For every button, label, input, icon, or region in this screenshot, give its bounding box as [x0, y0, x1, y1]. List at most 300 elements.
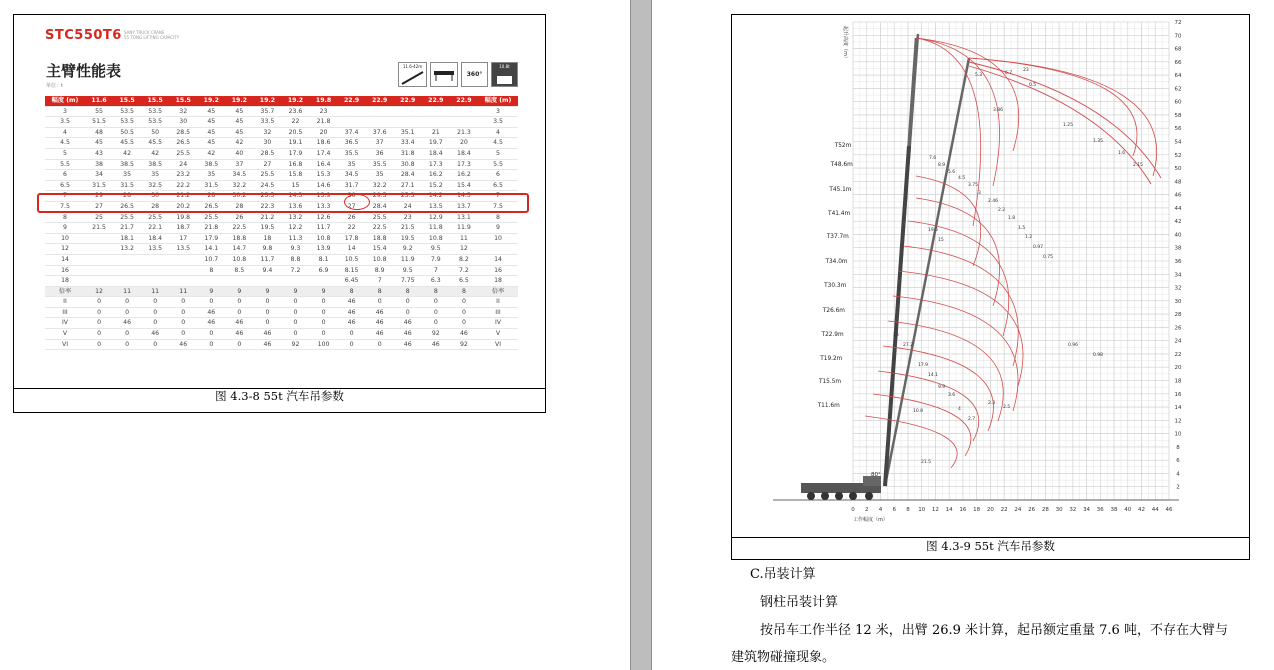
table-cell: 9: [310, 286, 338, 297]
load-value-label: 2.15: [1133, 163, 1144, 168]
table-cell: 18.8: [225, 233, 253, 244]
table-cell: 7.75: [394, 276, 422, 287]
table-cell: 24: [394, 201, 422, 212]
table-cell: 0: [422, 297, 450, 308]
truck-wheel: [849, 492, 857, 500]
table-cell: 18.8: [366, 233, 394, 244]
table-cell: 13.9: [310, 244, 338, 255]
table-cell: 0: [394, 297, 422, 308]
table-cell: 14.1: [197, 244, 225, 255]
table-cell: 19.7: [422, 138, 450, 149]
counterweight-label: 10.8t: [499, 64, 510, 69]
table-cell: 46: [141, 329, 169, 340]
table-cell: 9.8: [253, 244, 281, 255]
table-cell: 53.5: [113, 106, 141, 117]
table-cell: 28: [197, 191, 225, 202]
table-cell: 0: [113, 339, 141, 350]
table-cell: 30: [141, 191, 169, 202]
y-tick-label: 56: [1174, 126, 1182, 133]
table-cell: 30: [169, 117, 197, 128]
table-cell: [338, 106, 366, 117]
y-tick-label: 48: [1174, 179, 1182, 186]
table-cell: [450, 117, 478, 128]
y-tick-label: 40: [1174, 232, 1182, 239]
y-tick-label: 4: [1176, 471, 1180, 478]
table-cell: 37: [366, 138, 394, 149]
boom-length-label: T11.6m: [817, 403, 840, 409]
table-cell: [85, 265, 113, 276]
table-cell: 25.3: [394, 191, 422, 202]
table-cell: 37: [225, 159, 253, 170]
table-cell: 0: [338, 329, 366, 340]
table-cell: 35: [366, 170, 394, 181]
load-value-label: 1.6: [1118, 151, 1126, 156]
table-cell: [113, 265, 141, 276]
table-cell: 7: [45, 191, 85, 202]
table-cell: 25: [85, 212, 113, 223]
table-cell: 31.8: [394, 148, 422, 159]
table-cell: 17.8: [338, 233, 366, 244]
table-cell: 45.5: [141, 138, 169, 149]
table-cell: 9.2: [394, 244, 422, 255]
table-cell: 20.5: [281, 127, 309, 138]
table-row: [45, 329, 518, 340]
x-tick-label: 4: [878, 507, 883, 513]
table-cell: 12: [450, 244, 478, 255]
table-cell: 3: [45, 106, 85, 117]
load-value-label: 5.3: [975, 73, 983, 78]
table-cell: 31.5: [85, 180, 113, 191]
table-cell: 32.5: [141, 180, 169, 191]
table-cell: 19.1: [281, 138, 309, 149]
table-cell: 3.5: [478, 117, 518, 128]
table-row: [45, 265, 518, 276]
x-tick-label: 16: [959, 507, 967, 513]
table-row: [45, 276, 518, 287]
y-tick-label: 60: [1174, 99, 1182, 106]
x-tick-label: 24: [1014, 507, 1022, 513]
table-cell: 17.3: [450, 159, 478, 170]
table-cell: 8.8: [281, 254, 309, 265]
x-tick-label: 12: [931, 507, 939, 513]
table-cell: 4.5: [478, 138, 518, 149]
table-cell: 6.5: [450, 276, 478, 287]
table-cell: 0: [85, 307, 113, 318]
counterweight-icon: [491, 62, 518, 87]
table-cell: 6.45: [338, 276, 366, 287]
load-value-label: 2.5: [1003, 405, 1011, 410]
table-cell: 13.3: [310, 201, 338, 212]
table-cell: 0: [141, 318, 169, 329]
load-value-label: 0.97: [1033, 245, 1044, 250]
table-cell: 15.8: [281, 170, 309, 181]
table-cell: 21.5: [85, 223, 113, 234]
load-value-label: 7.6: [929, 156, 937, 161]
y-tick-label: 36: [1174, 259, 1182, 265]
table-cell: [85, 254, 113, 265]
table-row: [45, 286, 518, 297]
header-cell: 22.9: [394, 96, 422, 106]
load-value-label: 4.5: [958, 176, 966, 181]
table-cell: 17.9: [197, 233, 225, 244]
table-cell: 32.2: [366, 180, 394, 191]
table-cell: 35: [197, 170, 225, 181]
table-cell: 45: [225, 117, 253, 128]
table-cell: [85, 233, 113, 244]
x-tick-label: 40: [1124, 507, 1132, 513]
table-cell: 11: [113, 286, 141, 297]
table-cell: IV: [45, 318, 85, 329]
table-cell: 11: [169, 286, 197, 297]
table-cell: 0: [310, 297, 338, 308]
load-value-label: 14.1: [928, 373, 939, 378]
table-cell: 0: [113, 307, 141, 318]
table-cell: 18: [45, 276, 85, 287]
x-tick-label: 8: [906, 507, 910, 513]
table-cell: 11.7: [310, 223, 338, 234]
table-cell: 34.5: [338, 170, 366, 181]
boom-length-label: T22.9m: [821, 332, 844, 338]
table-row: [45, 127, 518, 138]
table-cell: 42: [113, 148, 141, 159]
table-cell: 9.4: [253, 265, 281, 276]
table-cell: 8.9: [366, 265, 394, 276]
highlight-cell-ellipse: [344, 194, 370, 210]
table-cell: 9: [253, 286, 281, 297]
y-tick-label: 10: [1174, 431, 1182, 438]
page-edge-right: [651, 0, 652, 670]
load-value-label: 17.9: [918, 363, 929, 368]
boom-angle-label: 80°: [871, 472, 881, 478]
table-cell: 25.5: [169, 148, 197, 159]
table-cell: 12.9: [422, 212, 450, 223]
table-cell: 13.2: [281, 212, 309, 223]
table-row: [45, 254, 518, 265]
table-cell: 21.8: [197, 223, 225, 234]
load-value-label: 15: [938, 238, 944, 243]
table-cell: 0: [281, 297, 309, 308]
load-value-label: 0.98: [1093, 353, 1104, 358]
y-tick-label: 18: [1174, 378, 1182, 385]
brand-sub-line-2: 55 TONG LIFTING CAPACITY: [124, 35, 180, 40]
table-cell: 16.2: [422, 170, 450, 181]
table-cell: 32: [169, 106, 197, 117]
table-cell: 46: [338, 297, 366, 308]
table-cell: 0: [366, 297, 394, 308]
table-cell: 3.5: [45, 117, 85, 128]
header-cell: 19.2: [197, 96, 225, 106]
x-tick-label: 38: [1110, 507, 1118, 513]
load-value-label: 1.25: [1063, 123, 1074, 128]
table-cell: 0: [253, 307, 281, 318]
load-value-label: 1.5: [1018, 226, 1026, 231]
y-tick-label: 14: [1174, 405, 1182, 412]
table-cell: 6.9: [310, 265, 338, 276]
table-cell: II: [478, 297, 518, 308]
table-cell: 14.2: [422, 191, 450, 202]
table-cell: 12.6: [310, 212, 338, 223]
x-tick-label: 42: [1138, 507, 1146, 513]
load-value-label: 2.3: [988, 401, 996, 406]
table-cell: 11.9: [450, 223, 478, 234]
table-cell: 11: [141, 286, 169, 297]
table-cell: 36: [366, 148, 394, 159]
table-cell: 22.3: [253, 201, 281, 212]
table-cell: 13.7: [450, 201, 478, 212]
table-cell: 8: [450, 286, 478, 297]
table-cell: 46: [394, 339, 422, 350]
table-cell: 8: [394, 286, 422, 297]
y-tick-label: 30: [1174, 298, 1182, 305]
table-cell: 0: [310, 329, 338, 340]
table-row: [45, 297, 518, 308]
x-tick-label: 14: [945, 507, 953, 513]
table-cell: 35.5: [366, 159, 394, 170]
table-cell: 21.3: [450, 127, 478, 138]
table-cell: [169, 254, 197, 265]
load-value-label: 27.2: [903, 343, 914, 348]
x-tick-label: 2: [864, 507, 869, 513]
table-cell: 46: [197, 307, 225, 318]
table-cell: 10.8: [366, 254, 394, 265]
header-cell: 15.5: [169, 96, 197, 106]
table-cell: [253, 276, 281, 287]
boom-length-label: T37.7m: [826, 234, 849, 240]
x-tick-label: 30: [1055, 507, 1063, 513]
table-cell: 4: [478, 127, 518, 138]
load-curve-outer-2: [969, 66, 1151, 184]
load-chart: [733, 16, 1248, 536]
table-cell: 23.5: [253, 191, 281, 202]
table-title: 主臂性能表: [46, 62, 122, 80]
rotation-360-icon: 360°: [461, 62, 488, 87]
y-tick-label: 72: [1174, 20, 1182, 26]
table-cell: 22.1: [141, 223, 169, 234]
y-tick-label: 46: [1174, 192, 1182, 199]
table-cell: 18.4: [450, 148, 478, 159]
table-cell: 46: [253, 339, 281, 350]
table-cell: 11.8: [422, 223, 450, 234]
header-cell: 11.6: [85, 96, 113, 106]
y-tick-label: 44: [1174, 205, 1182, 212]
table-cell: 0: [253, 297, 281, 308]
y-tick-label: 28: [1174, 312, 1182, 319]
table-cell: 18.6: [310, 138, 338, 149]
table-cell: 37.4: [338, 127, 366, 138]
table-cell: 45: [197, 106, 225, 117]
table-cell: 倍率: [478, 286, 518, 297]
table-cell: 15.4: [450, 180, 478, 191]
table-cell: [113, 276, 141, 287]
truck-wheel: [807, 492, 815, 500]
table-cell: 8: [478, 212, 518, 223]
table-cell: 13.1: [450, 212, 478, 223]
table-cell: [394, 106, 422, 117]
table-cell: 8: [422, 286, 450, 297]
table-cell: 26: [338, 212, 366, 223]
table-cell: III: [478, 307, 518, 318]
table-cell: 0: [85, 329, 113, 340]
table-cell: 14: [338, 244, 366, 255]
table-cell: 30.8: [394, 159, 422, 170]
table-cell: 42: [225, 138, 253, 149]
y-tick-label: 50: [1174, 166, 1182, 173]
table-cell: 45: [225, 127, 253, 138]
counterweight-glyph-icon: [492, 70, 517, 86]
table-cell: 45: [197, 127, 225, 138]
table-row: [45, 318, 518, 329]
load-value-label: 2.46: [988, 199, 999, 204]
table-row: [45, 212, 518, 223]
table-cell: 24: [169, 159, 197, 170]
x-tick-label: 46: [1165, 507, 1173, 513]
table-cell: 18.4: [141, 233, 169, 244]
page-edge-left: [630, 0, 631, 670]
table-cell: 25.5: [113, 212, 141, 223]
table-cell: 28: [225, 201, 253, 212]
load-value-label: 19.5: [928, 228, 939, 233]
load-value-label: 3: [978, 191, 981, 196]
y-tick-label: 52: [1174, 152, 1182, 159]
table-cell: 27: [338, 201, 366, 212]
y-tick-label: 38: [1174, 245, 1182, 252]
table-cell: 33.4: [394, 138, 422, 149]
table-cell: 16.4: [310, 159, 338, 170]
table-cell: 23.6: [281, 106, 309, 117]
table-cell: 26.5: [169, 138, 197, 149]
y-tick-label: 12: [1174, 418, 1182, 425]
table-cell: 20: [310, 127, 338, 138]
table-cell: 9.3: [281, 244, 309, 255]
table-cell: 13.5: [141, 244, 169, 255]
table-cell: 13.6: [281, 201, 309, 212]
header-cell: 19.2: [253, 96, 281, 106]
load-value-label: 36: [893, 333, 899, 338]
header-cell: 22.9: [338, 96, 366, 106]
header-cell: 15.5: [141, 96, 169, 106]
table-cell: [141, 265, 169, 276]
table-cell: 46: [450, 329, 478, 340]
table-cell: 17.9: [281, 148, 309, 159]
header-cell: 22.9: [366, 96, 394, 106]
table-cell: 0: [366, 339, 394, 350]
table-cell: 46: [113, 318, 141, 329]
table-cell: 6: [45, 170, 85, 181]
load-value-label: 21.5: [921, 460, 932, 465]
brand-subtitle: [124, 30, 179, 40]
table-cell: 25.5: [141, 212, 169, 223]
table-cell: 12: [45, 244, 85, 255]
table-cell: 92: [281, 339, 309, 350]
table-cell: 21.8: [310, 117, 338, 128]
table-cell: 11: [450, 233, 478, 244]
brand-logo: STC550T6: [45, 28, 122, 43]
table-cell: 0: [281, 318, 309, 329]
y-tick-label: 20: [1174, 365, 1182, 372]
table-cell: 35.7: [253, 106, 281, 117]
table-cell: 19.5: [253, 223, 281, 234]
boom-base-section: [885, 146, 909, 486]
capacity-table: [45, 96, 518, 350]
section-heading-c: C.吊装计算: [750, 567, 816, 582]
table-cell: 43: [85, 148, 113, 159]
header-cell: 幅度 (m): [45, 96, 85, 106]
table-cell: 45.5: [113, 138, 141, 149]
header-cell: 22.9: [422, 96, 450, 106]
load-value-label: 23: [1023, 68, 1029, 73]
load-value-label: 3.6: [948, 393, 956, 398]
table-cell: 33.5: [253, 117, 281, 128]
table-cell: 35.5: [338, 148, 366, 159]
x-tick-label: 20: [986, 507, 994, 513]
body-paragraph-line-1: 按吊车工作半径 12 米，出臂 26.9 米计算，起吊额定重量 7.6 吨，不存在大臂与: [760, 623, 1228, 638]
table-cell: 34: [85, 170, 113, 181]
boom-length-label: T41.4m: [828, 211, 851, 217]
table-cell: 7.5: [478, 201, 518, 212]
y-tick-label: 54: [1174, 139, 1182, 146]
table-cell: 15.2: [422, 180, 450, 191]
table-cell: [422, 117, 450, 128]
table-cell: 0: [450, 318, 478, 329]
table-cell: 29: [85, 191, 113, 202]
table-cell: 14: [478, 254, 518, 265]
table-cell: 22: [338, 223, 366, 234]
y-tick-label: 8: [1176, 444, 1180, 451]
table-cell: 28.4: [394, 170, 422, 181]
y-tick-label: 42: [1174, 219, 1182, 226]
boom-length-label: T15.5m: [818, 379, 842, 385]
y-tick-label: 70: [1174, 33, 1182, 40]
table-cell: 45: [197, 138, 225, 149]
table-row: [45, 138, 518, 149]
boom-length-label: T34.0m: [825, 259, 848, 265]
table-cell: 35: [338, 159, 366, 170]
table-cell: [141, 276, 169, 287]
table-cell: 46: [394, 318, 422, 329]
table-cell: 5: [478, 148, 518, 159]
table-cell: [197, 276, 225, 287]
table-cell: 0: [422, 307, 450, 318]
table-cell: 0: [113, 297, 141, 308]
highlight-row-box: [37, 193, 529, 213]
x-tick-label: 28: [1041, 507, 1049, 513]
table-cell: 23: [394, 212, 422, 223]
boom-length-label: T19.2m: [820, 356, 843, 362]
table-cell: 6.5: [45, 180, 85, 191]
boom-line: [885, 58, 969, 486]
table-cell: 0: [450, 307, 478, 318]
table-cell: 0: [225, 307, 253, 318]
table-row: [45, 148, 518, 159]
table-cell: 7.9: [422, 254, 450, 265]
table-cell: [169, 265, 197, 276]
table-cell: 40: [225, 148, 253, 159]
table-cell: 0: [141, 297, 169, 308]
table-cell: 26.5: [113, 201, 141, 212]
table-cell: 13.9: [310, 191, 338, 202]
load-value-label: 2.7: [968, 417, 976, 422]
table-cell: 10: [45, 233, 85, 244]
table-cell: 14.5: [450, 191, 478, 202]
y-tick-label: 6: [1176, 458, 1180, 465]
table-cell: 8.5: [225, 265, 253, 276]
table-cell: 25.5: [197, 212, 225, 223]
table-cell: 14.7: [225, 244, 253, 255]
header-cell: 19.8: [310, 96, 338, 106]
y-tick-label: 26: [1174, 325, 1182, 332]
load-value-label: 1.35: [1093, 139, 1104, 144]
y-tick-label: 32: [1174, 285, 1182, 292]
